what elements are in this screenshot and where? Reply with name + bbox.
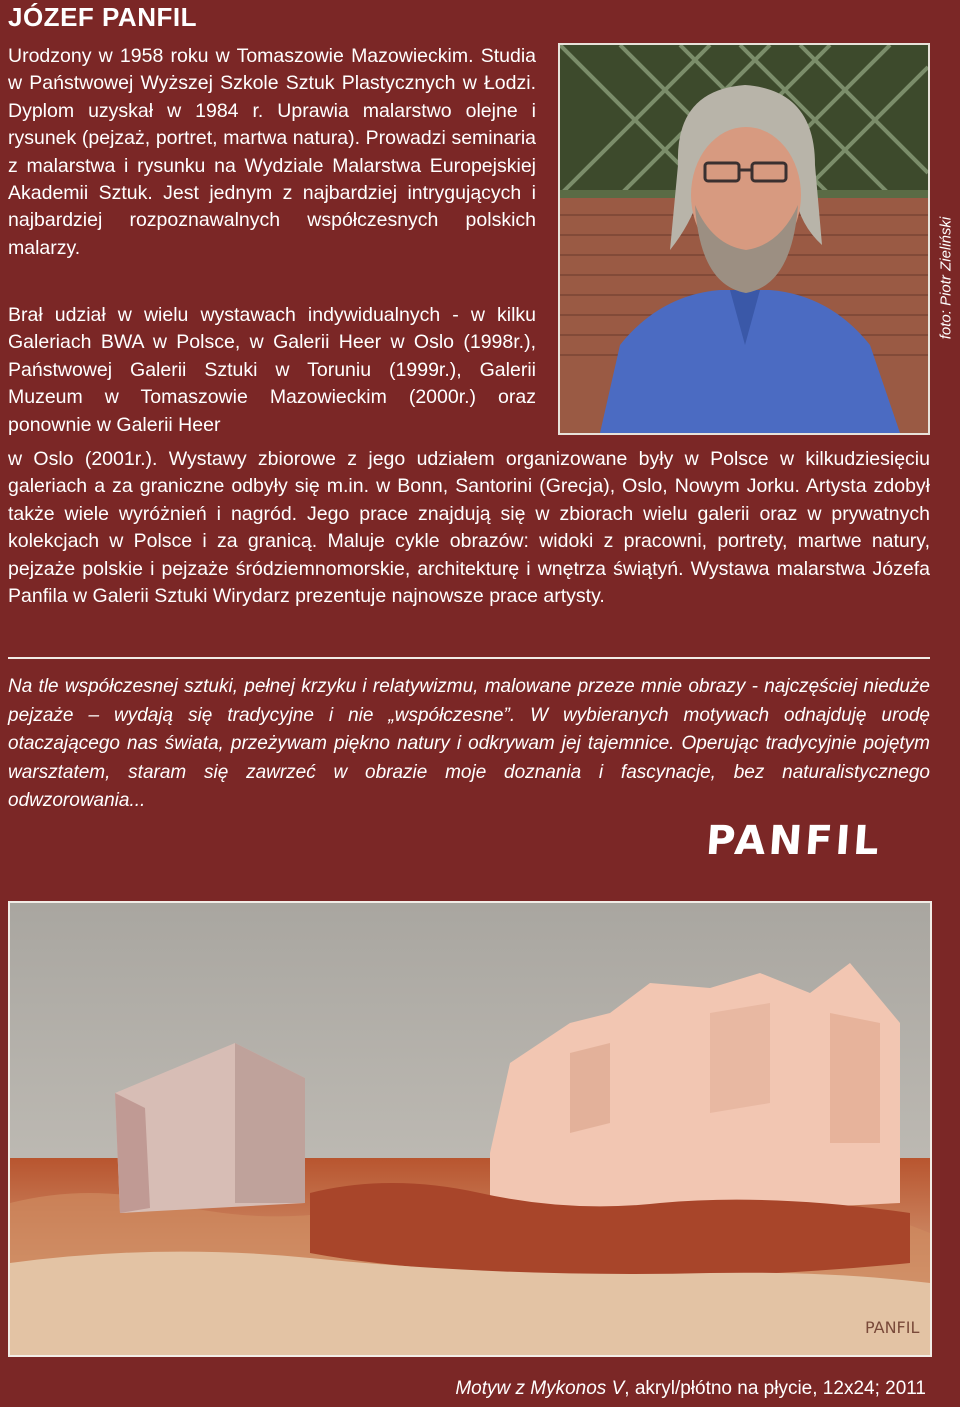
artist-name: JÓZEF PANFIL	[8, 2, 197, 32]
artist-statement: Na tle współczesnej sztuki, pełnej krzyku i relatywizmu, malowane przeze mnie obrazy - najczęściej nieduże pejzaże – wydają się tradycyjne i nie „współczesne”. W wybieranych motywach odnajduję urodę otaczającego nas świata, przeżywam piękno natury i odkrywam jej tajemnice. Operując tradycyjnie pojętym warsztatem, staram się zawrzeć w obrazie moje doznania i fascynacje, bez naturalistycznego odwzorowania...	[8, 676, 930, 812]
bio-paragraph-3: w Oslo (2001r.). Wystawy zbiorowe z jego udziałem organizowane były w Polsce w kilkudziesięciu galeriach a za graniczne odbyły się m.in. w Bonn, Santorini (Grecja), Oslo, Nowym Jorku. Artysta zdobył także wiele wyróżnień i nagród. Jego prace znajdują się w zbiorach wielu galerii oraz w prywatnych kolekcjach w Polsce i za granicą. Maluje cykle obrazów: widoki z pracowni, portrety, martwe natury, pejzaże polskie i pejzaże śródziemnomorskie, architekturę i wnętrza świątyń. Wystawa malarstwa Józefa Panfila w Galerii Sztuki Wirydarz prezentuje najnowsze prace artysty.	[8, 448, 930, 608]
painting-illustration	[10, 903, 930, 1355]
section-divider	[8, 657, 930, 659]
artist-portrait-illustration	[560, 45, 928, 433]
painting-image	[8, 901, 932, 1357]
caption-title: Motyw z Mykonos V	[455, 1378, 625, 1399]
caption-details: , akryl/płótno na płycie, 12x24; 2011	[624, 1378, 926, 1399]
painting-caption	[455, 1378, 926, 1400]
artist-portrait-photo	[558, 43, 930, 435]
bio-paragraph-2: Brał udział w wielu wystawach indywidualnych - w kilku Galeriach BWA w Polsce, w Galerii Heer w Oslo (1998r.), Państwowej Galerii Sztuki w Toruniu (1999r.), Galerii Muzeum w Tomaszowie Mazowieckim (2000r.) oraz ponownie w Galerii Heer	[8, 304, 536, 436]
painting-signature: PANFIL	[865, 1318, 920, 1337]
bio-paragraph-1: Urodzony w 1958 roku w Tomaszowie Mazowieckim. Studia w Państwowej Wyższej Szkole Sztuk Plastycznych w Łodzi. Dyplom uzyskał w 1984 r. Uprawia malarstwo olejne i rysunek (pejzaż, portret, martwa natura). Prowadzi seminaria z malarstwa i rysunku na Wydziale Malarstwa Europejskiej Akademii Sztuk. Jest jednym z najbardziej intrygujących i najbardziej rozpoznawalnych współczesnych polskich malarzy.	[8, 45, 536, 259]
artist-signature: PANFIL	[704, 818, 884, 864]
photo-credit: foto: Piotr Zieliński	[937, 216, 955, 340]
